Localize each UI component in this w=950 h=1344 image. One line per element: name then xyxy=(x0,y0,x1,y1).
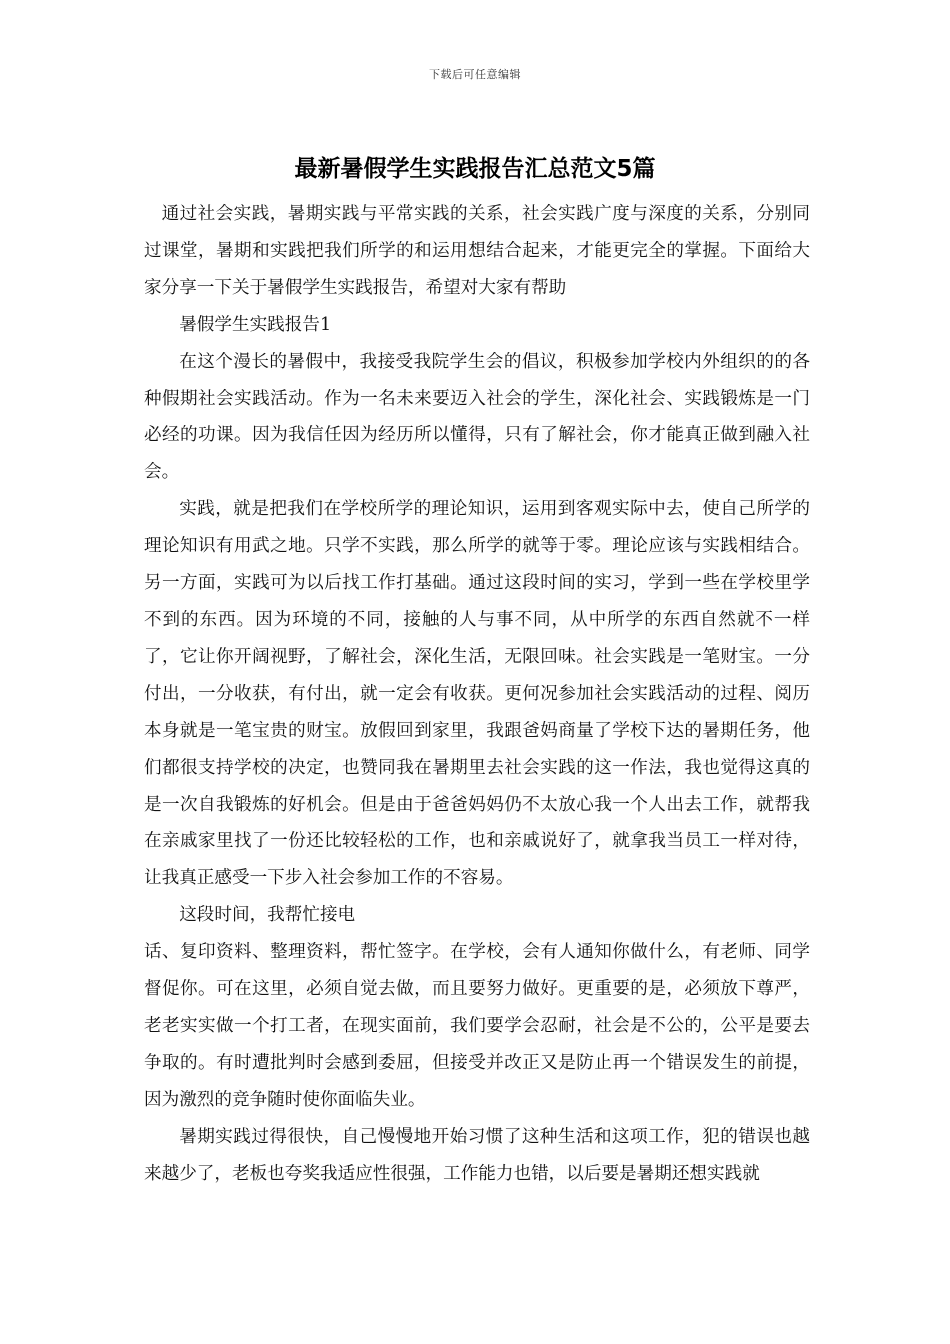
intro-paragraph: 通过社会实践，暑期实践与平常实践的关系，社会实践广度与深度的关系，分别同过课堂，暑期和实践把我们所学的和运用想结合起来，才能更完全的掌握。下面给大家分享一下关于暑假学生实践报告，希望对大家有帮助 xyxy=(144,204,810,298)
document-body xyxy=(144,196,810,1192)
document-title: 最新暑假学生实践报告汇总范文5篇 xyxy=(294,156,656,182)
body-paragraph: 暑期实践过得很快，自己慢慢地开始习惯了这种生活和这项工作，犯的错误也越来越少了，老板也夸奖我适应性很强，工作能力也错，以后要是暑期还想实践就 xyxy=(144,1126,810,1184)
header-note: 下载后可任意编辑 xyxy=(429,68,521,81)
body-paragraph: 这段时间，我帮忙接电 xyxy=(179,905,356,926)
body-paragraph: 在这个漫长的暑假中，我接受我院学生会的倡议，积极参加学校内外组织的的各种假期社会实践活动。作为一名未来要迈入社会的学生，深化社会、实践锻炼是一门必经的功课。因为我信任因为经历所以懂得，只有了解社会，你才能真正做到融入社会。 xyxy=(144,351,810,483)
body-paragraph: 实践，就是把我们在学校所学的理论知识，运用到客观实际中去，使自己所学的理论知识有用武之地。只学不实践，那么所学的就等于零。理论应该与实践相结合。另一方面，实践可为以后找工作打基础。通过这段时间的实习，学到一些在学校里学不到的东西。因为环境的不同，接触的人与事不同，从中所学的东西自然就不一样了，它让你开阔视野，了解社会，深化生活，无限回味。社会实践是一笔财宝。一分付出，一分收获，有付出，就一定会有收获。更何况参加社会实践活动的过程、阅历本身就是一笔宝贵的财宝。放假回到家里，我跟爸妈商量了学校下达的暑期任务，他们都很支持学校的决定，也赞同我在暑期里去社会实践的这一作法，我也觉得这真的是一次自我锻炼的好机会。但是由于爸爸妈妈仍不太放心我一个人出去工作，就帮我在亲戚家里找了一份还比较轻松的工作，也和亲戚说好了，就拿我当员工一样对待，让我真正感受一下步入社会参加工作的不容易。 xyxy=(144,499,810,889)
section-heading: 暑假学生实践报告1 xyxy=(179,314,332,335)
body-paragraph: 话、复印资料、整理资料，帮忙签字。在学校，会有人通知你做什么，有老师、同学督促你。可在这里，必须自觉去做，而且要努力做好。更重要的是，必须放下尊严，老老实实做一个打工者，在现实面前，我们要学会忍耐，社会是不公的，公平是要去争取的。有时遭批判时会感到委屈，但接受并改正又是防止再一个错误发生的前提，因为激烈的竞争随时使你面临失业。 xyxy=(144,942,810,1110)
